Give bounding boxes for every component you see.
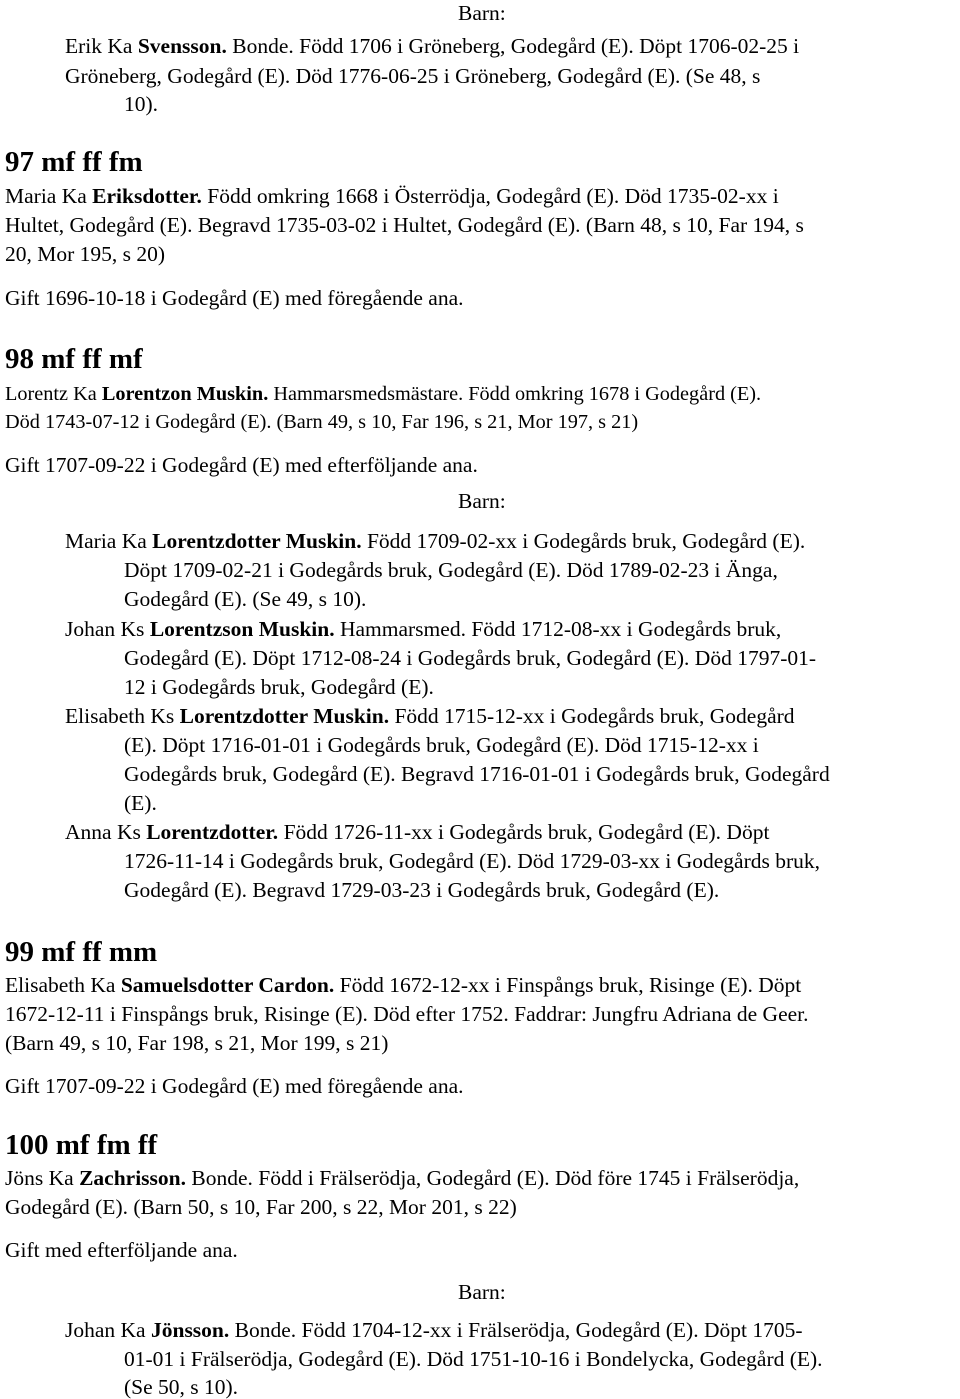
entry-line: Erik Ka Svensson. Bonde. Född 1706 i Gröneberg, Godegård (E). Döpt 1706-02-25 i xyxy=(65,34,800,58)
entry-line: Johan Ks Lorentzson Muskin. Hammarsmed. Född 1712-08-xx i Godegårds bruk, xyxy=(65,617,782,641)
entry-line: 10). xyxy=(124,92,159,116)
entry-line: Hultet, Godegård (E). Begravd 1735-03-02 i Hultet, Godegård (E). (Barn 48, s 10, Far 194, s xyxy=(5,213,804,237)
entry-line: 1672-12-11 i Finspångs bruk, Risinge (E). Död efter 1752. Faddrar: Jungfru Adriana de Geer. xyxy=(5,1002,809,1026)
entry-line: (E). Döpt 1716-01-01 i Godegårds bruk, Godegård (E). Död 1715-12-xx i xyxy=(124,733,759,757)
section-heading: 99 mf ff mm xyxy=(5,936,158,968)
entry-line: Godegårds bruk, Godegård (E). Begravd 1716-01-01 i Godegårds bruk, Godegård xyxy=(124,762,830,786)
entry-line: Maria Ka Lorentzdotter Muskin. Född 1709-02-xx i Godegårds bruk, Godegård (E). xyxy=(65,529,806,553)
entry-line: Döpt 1709-02-21 i Godegårds bruk, Godegård (E). Död 1789-02-23 i Änga, xyxy=(124,558,778,582)
entry-line: Maria Ka Eriksdotter. Född omkring 1668 i Österrödja, Godegård (E). Död 1735-02-xx i xyxy=(5,184,779,208)
marriage-line: Gift 1696-10-18 i Godegård (E) med föregående ana. xyxy=(5,286,464,310)
entry-line: 20, Mor 195, s 20) xyxy=(5,242,166,266)
children-label: Barn: xyxy=(458,489,506,513)
entry-line: 1726-11-14 i Godegårds bruk, Godegård (E). Död 1729-03-xx i Godegårds bruk, xyxy=(124,849,821,873)
entry-line: 01-01 i Frälserödja, Godegård (E). Död 1751-10-16 i Bondelycka, Godegård (E). xyxy=(124,1347,823,1371)
marriage-line: Gift 1707-09-22 i Godegård (E) med efterföljande ana. xyxy=(5,453,478,477)
entry-line: Godegård (E). (Barn 50, s 10, Far 200, s 22, Mor 201, s 22) xyxy=(5,1195,517,1219)
entry-line: Godegård (E). Döpt 1712-08-24 i Godegårds bruk, Godegård (E). Död 1797-01- xyxy=(124,646,817,670)
entry-line: (E). xyxy=(124,791,157,815)
children-label: Barn: xyxy=(458,1280,506,1304)
entry-line: Godegård (E). Begravd 1729-03-23 i Godegårds bruk, Godegård (E). xyxy=(124,878,720,902)
entry-line: Gröneberg, Godegård (E). Död 1776-06-25 i Gröneberg, Godegård (E). (Se 48, s xyxy=(65,64,761,88)
entry-line: Godegård (E). (Se 49, s 10). xyxy=(124,587,367,611)
section-heading: 100 mf fm ff xyxy=(5,1129,158,1161)
entry-line: Johan Ka Jönsson. Bonde. Född 1704-12-xx i Frälserödja, Godegård (E). Döpt 1705- xyxy=(65,1318,803,1342)
marriage-line: Gift 1707-09-22 i Godegård (E) med föregående ana. xyxy=(5,1074,464,1098)
entry-line: 12 i Godegårds bruk, Godegård (E). xyxy=(124,675,434,699)
entry-line: Elisabeth Ka Samuelsdotter Cardon. Född 1672-12-xx i Finspångs bruk, Risinge (E). Döpt xyxy=(5,973,802,997)
children-label: Barn: xyxy=(458,1,506,25)
entry-line: (Barn 49, s 10, Far 198, s 21, Mor 199, s 21) xyxy=(5,1031,389,1055)
section-heading: 97 mf ff fm xyxy=(5,146,143,178)
entry-line: (Se 50, s 10). xyxy=(124,1375,239,1399)
section-heading: 98 mf ff mf xyxy=(5,343,143,375)
entry-line: Anna Ks Lorentzdotter. Född 1726-11-xx i Godegårds bruk, Godegård (E). Döpt xyxy=(65,820,770,844)
entry-line: Elisabeth Ks Lorentzdotter Muskin. Född 1715-12-xx i Godegårds bruk, Godegård xyxy=(65,704,795,728)
marriage-line: Gift med efterföljande ana. xyxy=(5,1238,238,1262)
entry-line: Jöns Ka Zachrisson. Bonde. Född i Frälserödja, Godegård (E). Död före 1745 i Frälserödja, xyxy=(5,1166,800,1190)
entry-line: Död 1743-07-12 i Godegård (E). (Barn 49, s 10, Far 196, s 21, Mor 197, s 21) xyxy=(5,411,639,433)
entry-line: Lorentz Ka Lorentzon Muskin. Hammarsmedsmästare. Född omkring 1678 i Godegård (E). xyxy=(5,383,762,405)
